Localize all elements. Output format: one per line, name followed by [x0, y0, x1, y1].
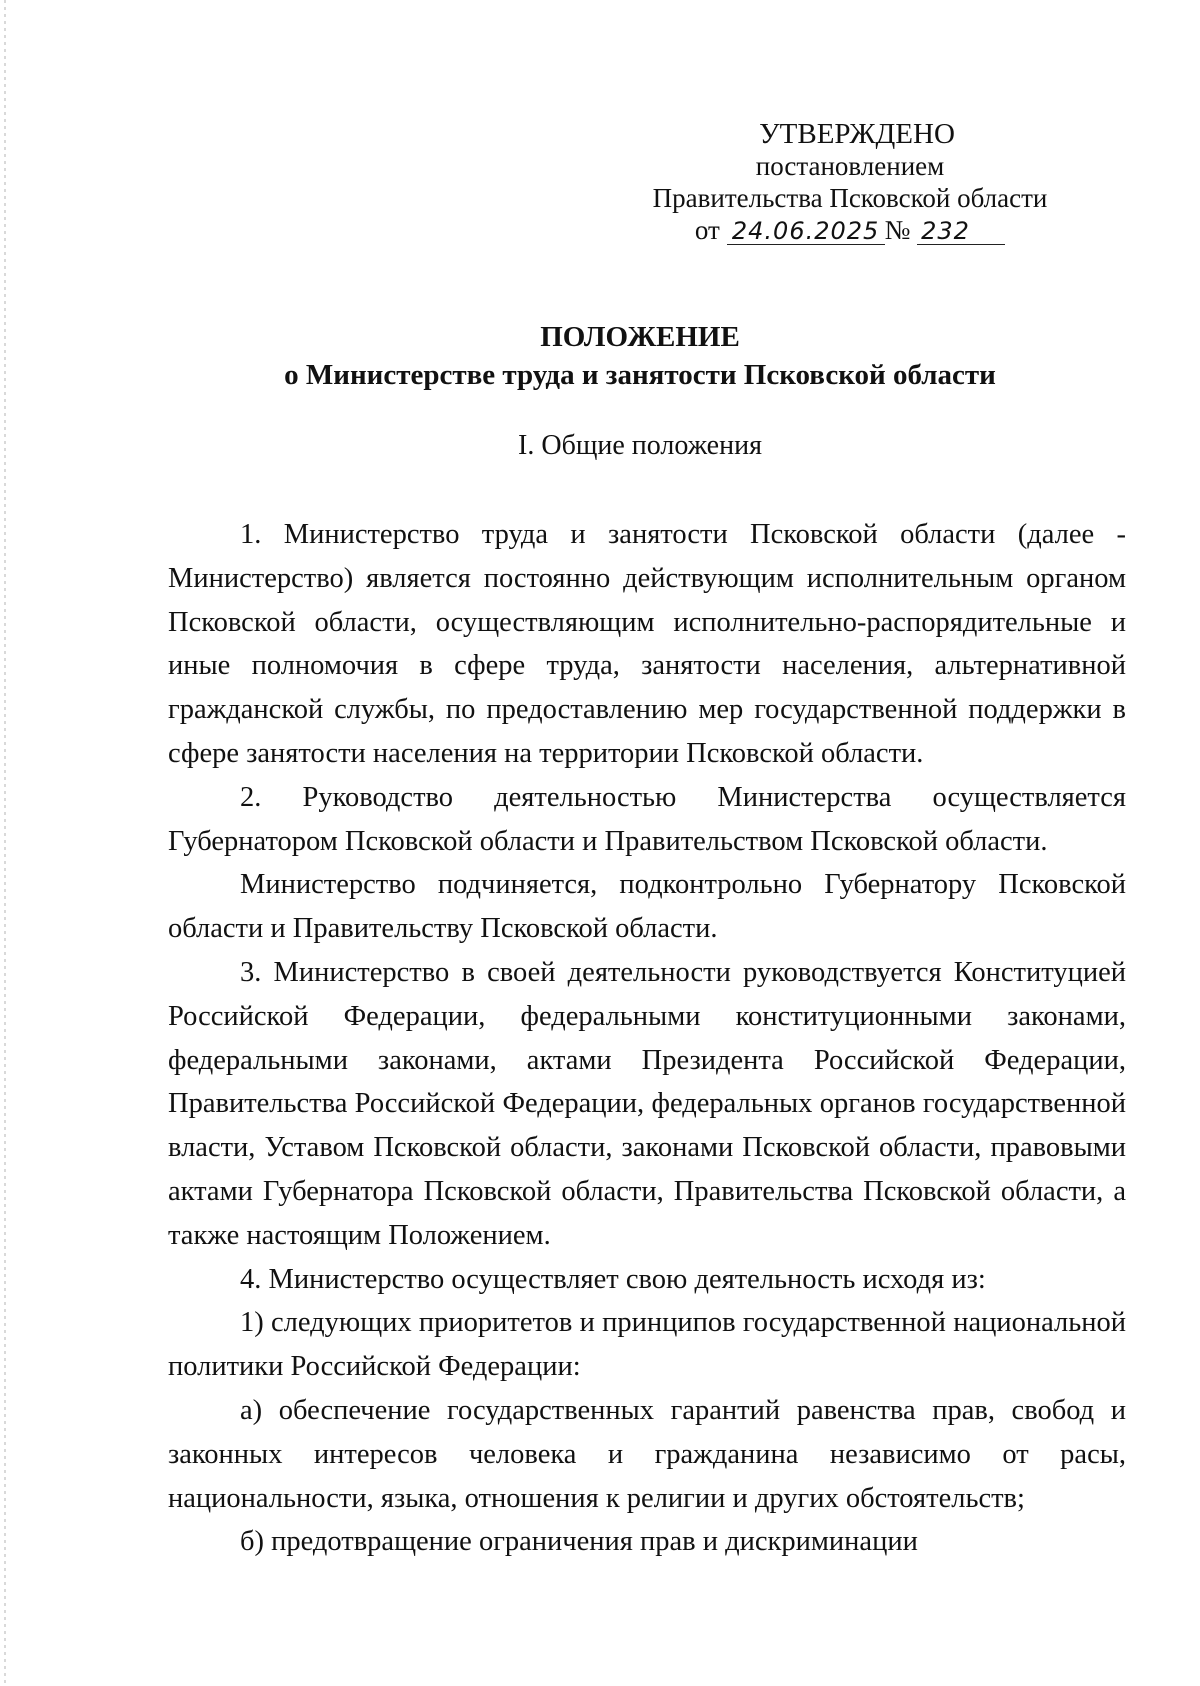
date-prefix: от — [694, 215, 720, 245]
paragraph: 1. Министерство труда и занятости Псковской области (далее - Министерство) является постоянно действующим исполнительным органом Псковской области, осуществляющим исполнительно-распорядительные и иные полномочия в сфере труда, занятости населения, альтернативной гражданской службы, по предоставлению мер государственной поддержки в сфере занятости населения на территории Псковской области. — [168, 519, 1126, 769]
handwritten-date: 24.06.2025 — [727, 218, 885, 245]
paragraph: 3. Министерство в своей деятельности руководствуется Конституцией Российской Федерации, федеральными конституционными законами, федеральными законами, актами Президента Российской Федерации, Правительства Российской Федерации, федеральных органов государственной власти, Уставом Псковской области, законами Псковской области, правовыми актами Губернатора Псковской области, Правительства Псковской области, а также настоящим Положением. — [168, 956, 1126, 1251]
scan-edge — [4, 0, 6, 1686]
handwritten-number: 232 — [917, 218, 1005, 245]
paragraph: Министерство подчиняется, подконтрольно Губернатору Псковской области и Правительству Псковской области. — [168, 869, 1126, 945]
paragraph: 2. Руководство деятельностью Министерства осуществляется Губернатором Псковской области и Правительством Псковской области. — [168, 781, 1126, 857]
document-title-block — [120, 318, 1160, 394]
approval-date-line — [600, 214, 1100, 246]
document-subtitle: о Министерстве труда и занятости Псковской области — [284, 359, 996, 391]
number-sign: № — [884, 215, 911, 245]
approval-line-2: Правительства Псковской области — [652, 183, 1048, 213]
document-title: ПОЛОЖЕНИЕ — [540, 321, 740, 353]
paragraph: а) обеспечение государственных гарантий равенства прав, свобод и законных интересов человека и гражданина независимо от расы, национальности, языка, отношения к религии и других обстоятельств; — [168, 1394, 1126, 1514]
approval-title: УТВЕРЖДЕНО — [759, 118, 955, 150]
approval-line-1: постановлением — [755, 151, 945, 181]
document-body — [168, 513, 1126, 1564]
approval-stamp-block — [600, 118, 1100, 246]
section-heading: I. Общие положения — [518, 430, 762, 461]
paragraph: 1) следующих приоритетов и принципов государственной национальной политики Российской Федерации: — [168, 1307, 1126, 1383]
paragraph: 4. Министерство осуществляет свою деятельность исходя из: — [240, 1263, 986, 1295]
paragraph: б) предотвращение ограничения прав и дискриминации — [240, 1526, 918, 1558]
